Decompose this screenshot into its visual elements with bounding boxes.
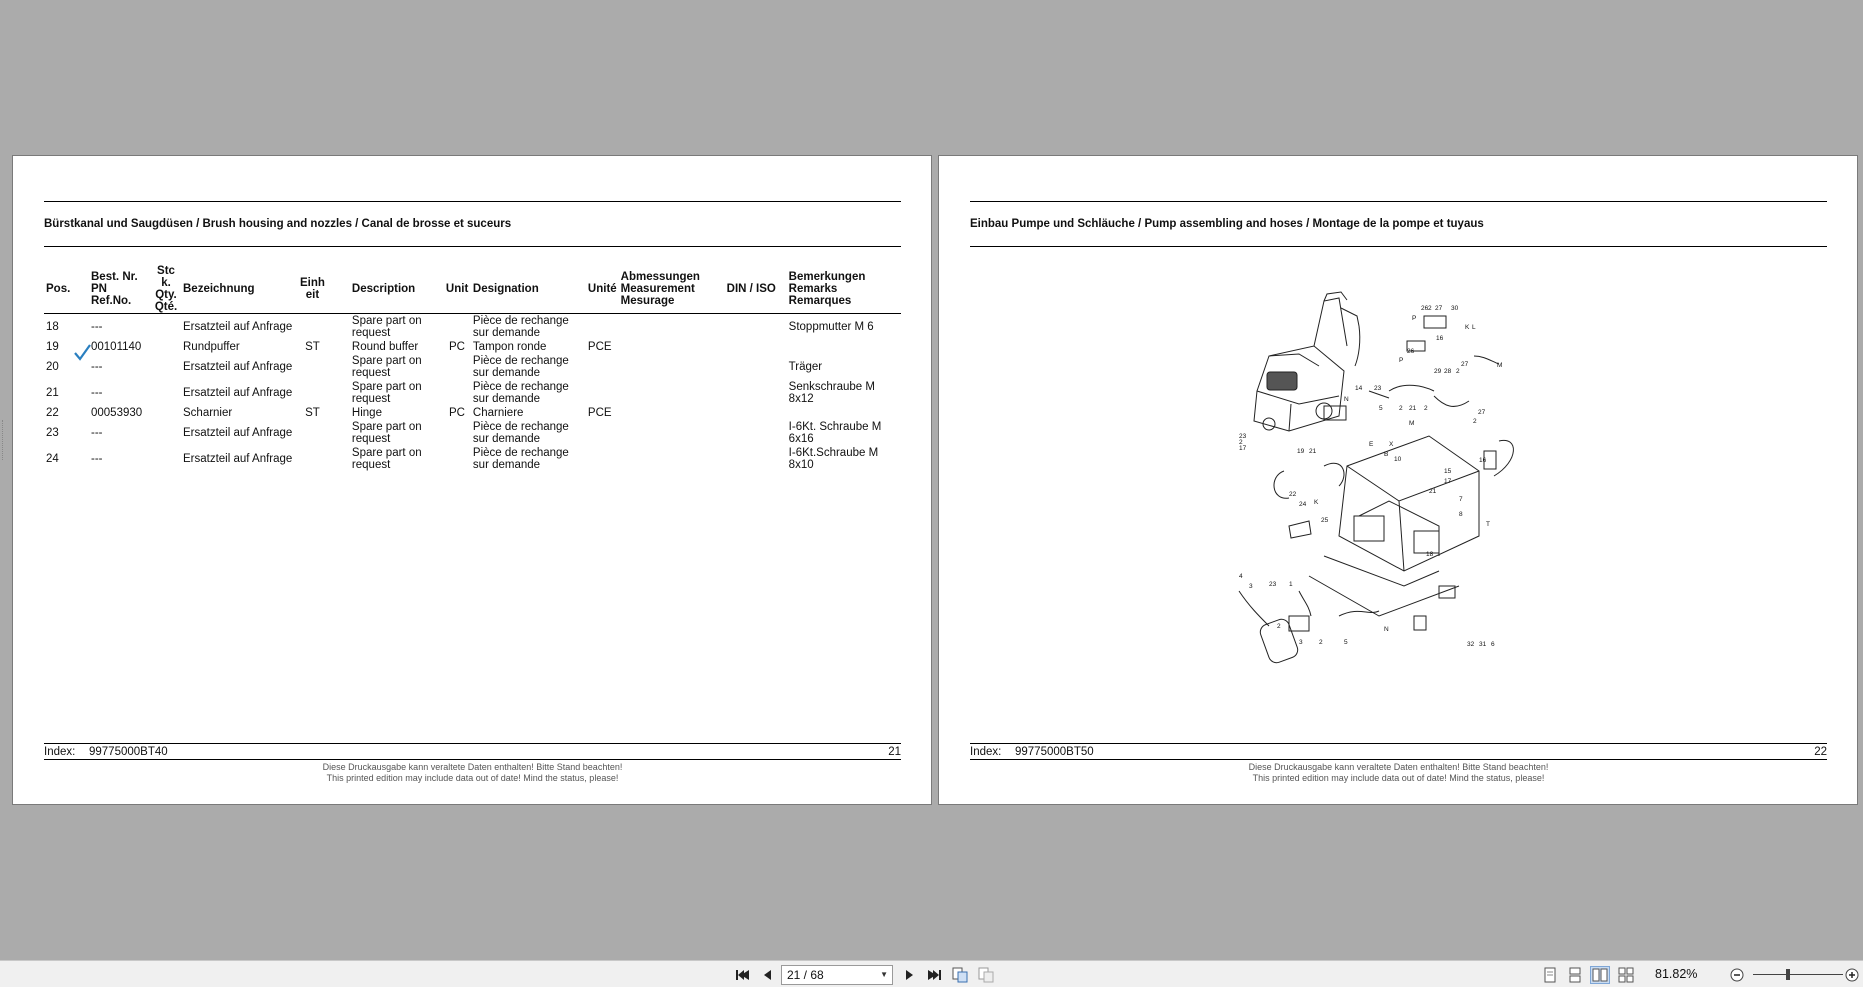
callout-label: 19 — [1297, 448, 1305, 455]
cell-bezeichnung: Ersatzteil auf Anfrage — [183, 387, 293, 399]
callout-label: 30 — [1451, 305, 1459, 312]
callout-label: L — [1472, 324, 1476, 331]
cell-unit — [444, 420, 471, 446]
cell-bezeichnung: Scharnier — [183, 407, 233, 419]
cell-designation: Tampon ronde — [472, 341, 547, 353]
continuous-icon[interactable] — [1566, 966, 1584, 984]
cell-part-number: 00101140 — [89, 340, 151, 354]
col-unit: Unit — [444, 265, 471, 314]
callout-label: 7 — [1459, 496, 1463, 503]
cell-din-iso — [725, 380, 787, 406]
cell-unite: PCE — [587, 407, 612, 419]
callout-label: B — [1384, 451, 1389, 458]
zoom-slider-thumb[interactable] — [1786, 969, 1790, 980]
col-designation: Designation — [471, 265, 586, 314]
facing-icon[interactable] — [1590, 966, 1610, 984]
cell-unit — [444, 354, 471, 380]
callout-label: 2 — [1424, 405, 1428, 412]
cell-bezeichnung: Ersatzteil auf Anfrage — [183, 427, 293, 439]
cell-pos: 22 — [46, 407, 59, 419]
callout-label: 18 — [1426, 551, 1434, 558]
cell-unite — [586, 446, 619, 472]
callout-label: 2 — [1428, 305, 1432, 312]
callout-label: 2 — [1319, 639, 1323, 646]
callout-label: 1 — [1289, 581, 1293, 588]
cell-part-number: --- — [91, 361, 103, 373]
callout-label: 4 — [1239, 573, 1243, 580]
table-row — [44, 380, 901, 406]
cell-measurement — [619, 380, 725, 406]
callout-label: 27 — [1478, 409, 1486, 416]
previous-view-icon[interactable] — [951, 966, 969, 984]
cell-description: Hinge — [351, 407, 382, 419]
cell-din-iso — [725, 314, 787, 341]
cell-einheit — [298, 354, 327, 380]
table-row — [44, 406, 901, 420]
cell-part-number: --- — [91, 321, 103, 333]
callout-label: N — [1384, 626, 1389, 633]
cell-einheit: ST — [305, 341, 320, 353]
cell-qty — [151, 380, 181, 406]
cell-bezeichnung: Ersatzteil auf Anfrage — [183, 321, 293, 333]
cell-measurement — [619, 340, 725, 354]
table-row — [44, 340, 901, 354]
page-number: 21 — [888, 746, 901, 758]
cell-einheit — [298, 420, 327, 446]
cell-unite — [586, 314, 619, 341]
cell-pos: 20 — [46, 361, 59, 373]
page-footer — [44, 743, 901, 784]
col-bezeichnung: Bezeichnung — [181, 265, 298, 314]
callout-label: 31 — [1479, 641, 1487, 648]
cell-qty — [151, 406, 181, 420]
zoom-slider[interactable] — [1753, 974, 1843, 975]
callout-label: K — [1465, 324, 1470, 331]
cell-designation: Pièce de rechange sur demande — [472, 421, 569, 445]
callout-label: 26 — [1421, 305, 1429, 312]
single-page-icon[interactable] — [1541, 966, 1559, 984]
cell-measurement — [619, 406, 725, 420]
cell-unit — [444, 380, 471, 406]
callout-label: 22 — [1289, 491, 1297, 498]
callout-label: M — [1497, 362, 1503, 369]
col-din-iso: DIN / ISO — [725, 265, 787, 314]
callout-label: M — [1409, 420, 1415, 427]
footer-note: Diese Druckausgabe kann veraltete Daten enthalten! Bitte Stand beachten! This printed edition may include data out of date! Mind the status, please! — [1248, 762, 1549, 783]
cell-din-iso — [725, 340, 787, 354]
callout-label: 32 — [1467, 641, 1475, 648]
cell-remarks — [787, 340, 901, 354]
cell-part-number: --- — [91, 387, 103, 399]
cell-remarks: Stoppmutter M 6 — [788, 321, 874, 333]
parts-table — [44, 265, 901, 472]
callout-label: 17 — [1444, 478, 1452, 485]
callout-label: 25 — [1321, 517, 1329, 524]
col-qty: Stc k. Qty. Qté. — [151, 265, 181, 314]
callout-label: 27 — [1435, 305, 1443, 312]
callout-label: 23 — [1374, 385, 1382, 392]
cell-unit — [444, 446, 471, 472]
cell-remarks — [787, 406, 901, 420]
cell-din-iso — [725, 354, 787, 380]
index-label: Index: — [44, 746, 76, 758]
callout-label: 16 — [1479, 457, 1487, 464]
cell-einheit: ST — [305, 407, 320, 419]
bottom-toolbar — [0, 960, 1863, 987]
callout-label: 2 — [1456, 368, 1460, 375]
first-page-icon[interactable] — [734, 966, 752, 984]
callout-label: 16 — [1436, 335, 1444, 342]
cell-remarks: I-6Kt. Schraube M 6x16 — [788, 421, 882, 445]
cell-pos: 18 — [46, 321, 59, 333]
cell-bezeichnung: Ersatzteil auf Anfrage — [183, 453, 293, 465]
cell-description: Spare part on request — [351, 355, 422, 379]
cell-description: Round buffer — [351, 341, 419, 353]
cell-pos: 23 — [46, 427, 59, 439]
page-right — [938, 155, 1858, 805]
page-dropdown-icon[interactable]: ▼ — [880, 970, 888, 979]
cell-qty — [151, 446, 181, 472]
cell-measurement — [619, 354, 725, 380]
cell-pos: 21 — [46, 387, 59, 399]
callout-label: 27 — [1461, 361, 1469, 368]
callout-label: P — [1399, 357, 1404, 364]
cell-designation: Pièce de rechange sur demande — [472, 355, 569, 379]
cell-measurement — [619, 314, 725, 341]
callout-label: 21 — [1409, 405, 1417, 412]
header-rule-bottom — [970, 246, 1827, 247]
side-panel-grip[interactable] — [2, 420, 5, 460]
table-row — [44, 354, 901, 380]
cell-designation: Pièce de rechange sur demande — [472, 447, 569, 471]
col-einheit: Einh eit — [298, 265, 327, 314]
previous-page-icon[interactable] — [758, 966, 776, 984]
table-row — [44, 314, 901, 341]
callout-label: 24 — [1299, 501, 1307, 508]
cell-measurement — [619, 420, 725, 446]
callout-label: 2 — [1399, 405, 1403, 412]
table-row — [44, 420, 901, 446]
zoom-level[interactable]: 81.82% — [1655, 967, 1698, 981]
page-title: Einbau Pumpe und Schläuche / Pump assembling and hoses / Montage de la pompe et tuyaus — [970, 218, 1484, 230]
cell-unite: PCE — [587, 341, 612, 353]
col-description: Description — [327, 265, 444, 314]
continuous-facing-icon[interactable] — [1617, 966, 1635, 984]
cell-designation: Charniere — [472, 407, 524, 419]
cell-remarks: Träger — [788, 361, 823, 373]
cell-unite — [586, 354, 619, 380]
cell-remarks: I-6Kt.Schraube M 8x10 — [788, 447, 879, 471]
table-row — [44, 446, 901, 472]
callout-label: 2 — [1277, 623, 1281, 630]
next-view-icon[interactable] — [977, 966, 995, 984]
cell-remarks: Senkschraube M 8x12 — [788, 381, 875, 405]
zoom-in-icon[interactable] — [1843, 966, 1861, 984]
cell-description: Spare part on request — [351, 315, 422, 339]
cell-pos: 24 — [46, 453, 59, 465]
page-footer — [970, 743, 1827, 784]
cell-qty — [151, 340, 181, 354]
zoom-out-icon[interactable] — [1728, 966, 1746, 984]
callout-label: 2 — [1473, 418, 1477, 425]
callout-label: 3 — [1249, 583, 1253, 590]
cell-part-number: --- — [91, 453, 103, 465]
callout-label: 14 — [1355, 385, 1363, 392]
page-number-input[interactable]: 21 / 68 ▼ — [781, 965, 893, 985]
cell-din-iso — [725, 446, 787, 472]
cell-description: Spare part on request — [351, 447, 422, 471]
next-page-icon[interactable] — [901, 966, 919, 984]
cell-designation: Pièce de rechange sur demande — [472, 381, 569, 405]
col-bemerkungen: Bemerkungen Remarks Remarques — [787, 265, 901, 314]
callout-label: 26 — [1407, 348, 1415, 355]
cell-qty — [151, 354, 181, 380]
index-value: 99775000BT40 — [89, 746, 168, 758]
callout-label: 21 — [1429, 488, 1437, 495]
cell-qty — [151, 314, 181, 341]
cell-unit: PC — [448, 407, 465, 419]
callout-label: 8 — [1459, 511, 1463, 518]
cell-qty — [151, 420, 181, 446]
callout-label: 10 — [1394, 456, 1402, 463]
exploded-assembly-diagram — [1229, 286, 1529, 706]
callout-label: 28 — [1444, 368, 1452, 375]
cell-einheit — [298, 314, 327, 341]
callout-label: 23 — [1269, 581, 1277, 588]
cell-einheit — [298, 380, 327, 406]
callout-label: 15 — [1444, 468, 1452, 475]
cell-bezeichnung: Ersatzteil auf Anfrage — [183, 361, 293, 373]
cell-din-iso — [725, 406, 787, 420]
callout-label: X — [1389, 441, 1394, 448]
index-value: 99775000BT50 — [1015, 746, 1094, 758]
callout-label: 5 — [1379, 405, 1383, 412]
callout-label: 2 — [1239, 439, 1243, 446]
cell-pos: 19 — [46, 341, 59, 353]
page-title: Bürstkanal und Saugdüsen / Brush housing and nozzles / Canal de brosse et suceurs — [44, 218, 512, 230]
cell-einheit — [298, 446, 327, 472]
cell-description: Spare part on request — [351, 421, 422, 445]
page-left — [12, 155, 932, 805]
page-number: 22 — [1814, 746, 1827, 758]
callout-label: N — [1344, 396, 1349, 403]
cell-part-number: 00053930 — [91, 407, 143, 419]
index-label: Index: — [970, 746, 1002, 758]
header-rule-bottom — [44, 246, 901, 247]
col-unite: Unité — [586, 265, 619, 314]
callout-label: K — [1314, 499, 1319, 506]
cell-unit — [444, 314, 471, 341]
callout-label: E — [1369, 441, 1374, 448]
cell-unite — [586, 420, 619, 446]
callout-label: 21 — [1309, 448, 1317, 455]
cell-designation: Pièce de rechange sur demande — [472, 315, 569, 339]
callout-label: 23 — [1239, 433, 1247, 440]
callout-label: 3 — [1299, 639, 1303, 646]
callout-label: P — [1412, 315, 1417, 322]
cell-description: Spare part on request — [351, 381, 422, 405]
footer-note: Diese Druckausgabe kann veraltete Daten enthalten! Bitte Stand beachten! This printed edition may include data out of date! Mind the status, please! — [322, 762, 623, 783]
callout-label: T — [1486, 521, 1490, 528]
table-header-row — [44, 265, 901, 314]
col-best-nr: Best. Nr. PN Ref.No. — [89, 265, 151, 314]
col-pos: Pos. — [44, 265, 89, 314]
cell-part-number: --- — [91, 427, 103, 439]
callout-label: 29 — [1434, 368, 1442, 375]
cell-din-iso — [725, 420, 787, 446]
callout-label: 17 — [1239, 445, 1247, 452]
callout-label: 5 — [1344, 639, 1348, 646]
cell-unite — [586, 380, 619, 406]
last-page-icon[interactable] — [925, 966, 943, 984]
cell-bezeichnung: Rundpuffer — [183, 341, 240, 353]
cell-measurement — [619, 446, 725, 472]
cell-unit: PC — [448, 341, 465, 353]
col-abmessungen: Abmessungen Measurement Mesurage — [619, 265, 725, 314]
callout-label: 6 — [1491, 641, 1495, 648]
